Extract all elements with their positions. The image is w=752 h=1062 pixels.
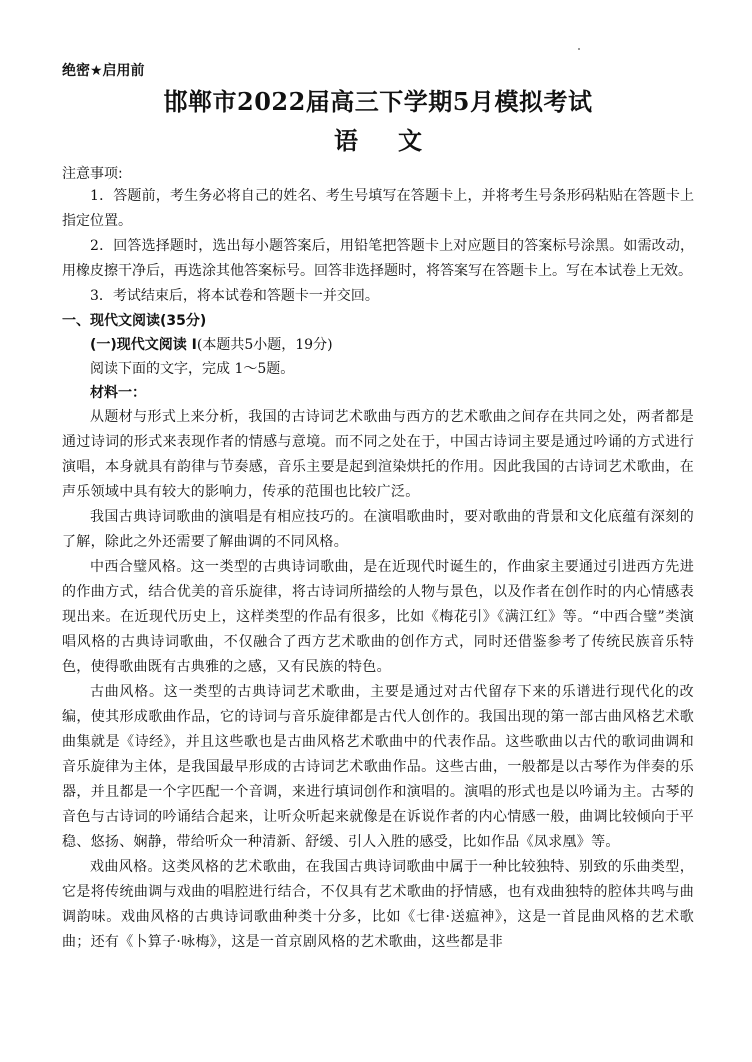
article-paragraph: 我国古典诗词歌曲的演唱是有相应技巧的。在演唱歌曲时，要对歌曲的背景和文化底蕴有深刻的了解，除此之外还需要了解曲调的不同风格。 [62,509,694,550]
material-label: 材料一： [90,385,146,401]
subject-title: 语文 [334,126,462,155]
scan-dot [578,48,580,50]
article-paragraph: 从题材与形式上来分析，我国的古诗词艺术歌曲与西方的艺术歌曲之间存在共同之处，两者都是通过诗词的形式来表现作者的情感与意境。而不同之处在于，中国古诗词主要是通过吟诵的方式进行演唱，本身就具有韵律与节奏感，音乐主要是起到渲染烘托的作用。因此我国的古诗词艺术歌曲，在声乐领域中具有较大的影响力，传承的范围也比较广泛。 [62,409,694,500]
subsection-heading [62,333,694,357]
subsection-info: (本题共5小题，19分) [196,337,333,353]
article-paragraph: 戏曲风格。这类风格的艺术歌曲，在我国古典诗词歌曲中属于一种比较独特、别致的乐曲类型，它是将传统曲调与戏曲的唱腔进行结合，不仅具有艺术歌曲的抒情感，也有戏曲独特的腔体共鸣与曲调韵味。戏曲风格的古典诗词歌曲种类十分多，比如《七律·送瘟神》，这是一首昆曲风格的艺术歌曲；还有《卜算子·咏梅》，这是一首京剧风格的艺术歌曲，这些都是非 [62,859,694,950]
article-paragraph: 中西合璧风格。这一类型的古典诗词歌曲，是在近现代时诞生的，作曲家主要通过引进西方先进的作曲方式，结合优美的音乐旋律，将古诗词所描绘的人物与景色，以及作者在创作时的内心情感表现出来。在近现代历史上，这样类型的作品有很多，比如《梅花引》《满江红》等。“中西合璧”类演唱风格的古典诗词歌曲，不仅融合了西方艺术歌曲的创作方式，同时还借鉴参考了传统民族音乐特色，使得歌曲既有古典雅的之感，又有民族的特色。 [62,559,694,675]
notice-heading: 注意事项: [62,166,123,182]
article-body [62,405,694,955]
confidential-mark: 绝密★启用前 [62,63,145,79]
reading-instruction: 阅读下面的文字，完成 1～5题。 [90,361,295,377]
subsection-title: (一)现代文阅读 Ⅰ [90,337,197,353]
exam-title: 邯郸市2022届高三下学期5月模拟考试 [163,87,593,116]
exam-page [62,62,694,955]
article-paragraph: 古曲风格。这一类型的古典诗词艺术歌曲，主要是通过对古代留存下来的乐谱进行现代化的改编，使其形成歌曲作品，它的诗词与音乐旋律都是古代人创作的。我国出现的第一部古曲风格艺术歌曲集就是《诗经》，并且这些歌也是古曲风格艺术歌曲中的代表作品。这些歌曲以古代的歌词曲调和音乐旋律为主体，是我国最早形成的古诗词艺术歌曲作品。这些古曲，一般都是以古琴作为伴奏的乐器，并且都是一个字匹配一个音调，来进行填词创作和演唱的。演唱的形式也是以吟诵为主。古琴的音色与古诗词的吟诵结合起来，让听众听起来就像是在诉说作者的内心情感一般，曲调比较倾向于平稳、悠扬、娴静，带给听众一种清新、舒缓、引人入胜的感受，比如作品《凤求凰》等。 [62,684,694,850]
section-heading: 一、现代文阅读(35分) [62,313,207,329]
notice-item: 2．回答选择题时，选出每小题答案后，用铅笔把答题卡上对应题目的答案标号涂黑。如需改动，用橡皮擦干净后，再选涂其他答案标号。回答非选择题时，将答案写在答题卡上。写在本试卷上无效。 [62,238,694,279]
notice-item: 1．答题前，考生务必将自己的姓名、考生号填写在答题卡上，并将考生号条形码粘贴在答题卡上指定位置。 [62,188,694,229]
notice-item: 3．考试结束后，将本试卷和答题卡一并交回。 [90,288,379,304]
